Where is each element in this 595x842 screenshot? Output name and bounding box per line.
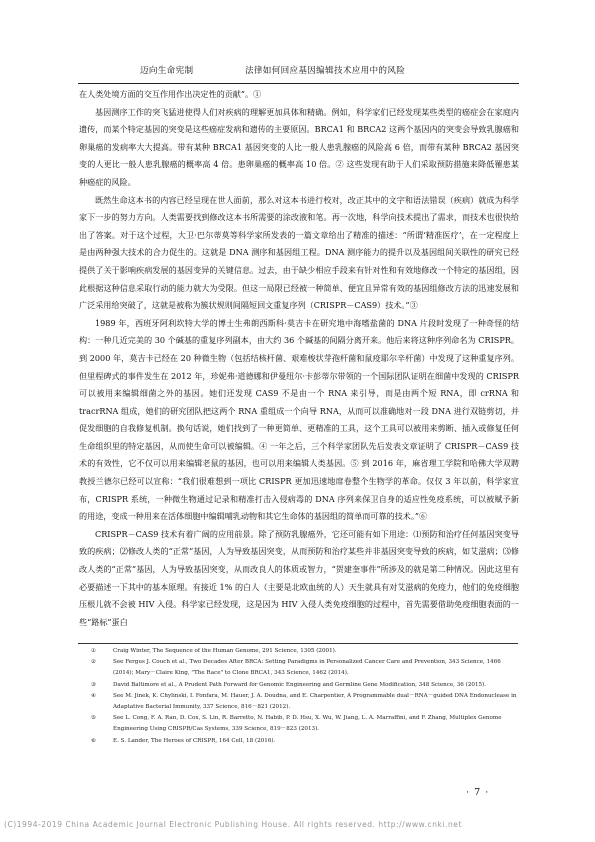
footnote-text: David Baltimore et al., A Prudent Path Forward for Genomic Engineering and Germline Gene Modification, 348 Science, 36 (2015). <box>113 681 487 688</box>
footnote-rule <box>78 643 518 644</box>
header-article-title: 法律如何回应基因编辑技术应用中的风险 <box>245 66 406 76</box>
footnote-text: Craig Winter, The Sequence of the Human Genome, 291 Science, 1305 (2001). <box>113 648 337 654</box>
footnotes <box>91 646 519 747</box>
footnote <box>91 657 519 679</box>
footnote <box>91 680 519 691</box>
footnote-number: ③ <box>91 681 97 688</box>
footnote-number: ⑤ <box>91 715 97 722</box>
header-journal-section: 迈向生命宪制 <box>140 66 194 76</box>
footnote <box>91 691 519 713</box>
footnote-text: E. S. Lander, The Heroes of CRISPR, 164 Cell, 18 (2016). <box>113 737 276 744</box>
paragraph: 在人类处境方面的交互作用作出决定性的贡献”。① <box>79 89 262 99</box>
footnote <box>91 736 519 747</box>
footnote-text: See L. Cong, F. A. Ran, D. Cox, S. Lin, R. Barretto, N. Habib, P. D. Hsu, X. Wu, W. Jiang, L. A. Marraffini, and F. Zhang, Multiplex Genome Engineering Using CRISPR/Cas Systems, 339 Science, 819－823 (2013). <box>113 715 502 733</box>
paragraph: CRISPR－CAS9 技术有着广阔的应用前景。除了预防乳腺癌外，它还可能有如下用途：⑴预防和治疗任何基因突变导致的疾病；⑵修改人类的“正常”基因，人为导致基因突变，从而预防和治疗某些并非基因突变导致的疾病，如艾滋病；⑶修改人类的“正常”基因，人为导致基因突变，从而改良人的体质或智力，“贺建奎事件”所涉及的就是第二种情况。因此这里有必要描述一下其中的基本原理。有接近 1% 的白人（主要是北欧血统的人）天生就具有对艾滋病的免疫力，他们的免疫细胞压根儿就不会被 HIV 入侵。科学家已经发现，这是因为 HIV 入侵人类免疫细胞的过程中，首先需要借助免疫细胞表面的一些“路标”蛋白 <box>79 528 519 627</box>
footnote-text: See Fergus J. Couch et al., Two Decades After BRCA: Setting Paradigms in Personalized Cancer Care and Prevention, 343 Science, 1466 (2014); Mary－Claire King, "The Race" to Clone BRCA1, 343 Science, 1462 (2014). <box>113 659 501 677</box>
footnote-text: See M. Jinek, K. Chylinski, I. Fonfara, M. Hauer, J. A. Doudna, and E. Charpentier, A Programmable dual－RNA－guided DNA Endonuclease in Adaptative Bacterial Immunity, 337 Science, 816－821 (2012). <box>113 692 517 711</box>
footnote-number: ② <box>91 659 97 666</box>
footnote-number: ④ <box>91 692 97 699</box>
footnote <box>91 713 519 735</box>
header-rule <box>78 83 519 84</box>
footnote-number: ① <box>91 648 97 654</box>
running-header <box>0 64 595 80</box>
paragraph: 既然生命这本书的内容已经呈现在世人面前，那么对这本书进行校对，改正其中的文字和语法错误（疾病）就成为科学家下一步的努力方向。人类需要找到修改这本书所需要的涂改液和笔。再一次地，科学向技术提出了需求，而技术也很快给出了答案。对于这个过程，大卫·巴尔蒂莫等科学家所发表的一篇文章给出了精准的描述：“所谓‘精准医疗’，在一定程度上是由两种强大技术的合力促生的。这就是 DNA 测序和基因组工程。DNA 测序能力的提升以及基因组间关联性的研究已经提供了关于影响疾病发展的基因变异的关键信息。过去，由于缺少相应手段来有针对性和有效地修改一个特定的基因组，因此根据这种信息采取行动的能力就大为受限。但这一局限已经被一种简单、便宜且异常有效的基因组修改方法的迅速发展和广泛采用给突破了，这就是被称为簇状规则间隔短回文重复序列（CRISPR－CAS9）技术。”③ <box>79 194 519 311</box>
footnote-number: ⑥ <box>91 737 97 744</box>
body-text <box>79 86 519 631</box>
paragraph: 基因测序工作的突飞猛进使得人们对疾病的理解更加具体和精确。例如，科学家们已经发现某些类型的癌症会在家庭内遗传，而某个特定基因的突变是这些癌症发病和遗传的主要原因。BRCA1 和 BRCA2 这两个基因内的突变会导致乳腺癌和卵巢癌的发病率大大提高。带有某种 BRCA1 基因突变的人比一般人患乳腺癌的风险高 6 倍，而带有某种 BRCA2 基因突变的人更比一般人患乳腺癌的概率高 4 倍。患卵巢癌的概率高 10 倍。② 这些发现有助于人们采取预防措施来降低罹患某种癌症的风险。 <box>79 106 519 187</box>
paragraph: 1989 年，西班牙阿利坎特大学的博士生弗朗西斯科·莫吉卡在研究地中海嗜盐菌的 DNA 片段时发现了一种奇怪的结构：一种几近完美的 30 个碱基的重复序列副本，由大约 36 个碱基的间隔分离开来。他后来将这种序列命名为 CRISPR。到 2000 年，莫吉卡已经在 20 种微生物（包括结核杆菌、艰难梭状芽孢杆菌和鼠疫耶尔辛杆菌）中发现了这种重复序列。但里程碑式的事件发生在 2012 年，珍妮弗·道德娜和伊曼纽尔·卡彭蒂尔带领的一个国际团队证明在细菌中发现的 CRISPR 可以被用来编辑细菌之外的基因。她们还发现 CAS9 不是由一个 RNA 来引导，而是由两个短 RNA，即 crRNA 和 tracrRNA 组成，她们的研究团队把这两个 RNA 重组成一个向导 RNA，从而可以准确地对一段 DNA 进行双链剪切，并促发细胞的自我修复机制。换句话说，她们找到了一种更简单、更精准的工具，这个工具可以被用来剪断、插入或修复任何生命组织里的特定基因，从而使生命可以被编辑。④ 一年之后，三个科学家团队先后发表文章证明了 CRISPR－CAS9 技术的有效性，它不仅可以用来编辑老鼠的基因，也可以用来编辑人类基因。⑤ 到 2016 年，麻省理工学院和哈佛大学双聘教授兰德尔已经可以宣称：“我们很难想到一项比 CRISPR 更加迅速地席卷整个生物学的革命。仅仅 3 年以前，科学家宣布，CRISPR 系统，一种微生物通过记录和精准打击入侵病毒的 DNA 序列来保卫自身的适应性免疫系统，可以被赋予新的用途，变成一种用来在活体细胞中编辑哺乳动物和其它生命体的基因组的简单而可靠的技术。”⑥ <box>79 317 519 522</box>
page-number: · 7 · <box>466 787 490 798</box>
copyright-watermark: (C)1994-2019 China Academic Journal Electronic Publishing House. All rights reserved. http://www.cnki.net <box>4 820 462 829</box>
footnote <box>91 646 519 657</box>
